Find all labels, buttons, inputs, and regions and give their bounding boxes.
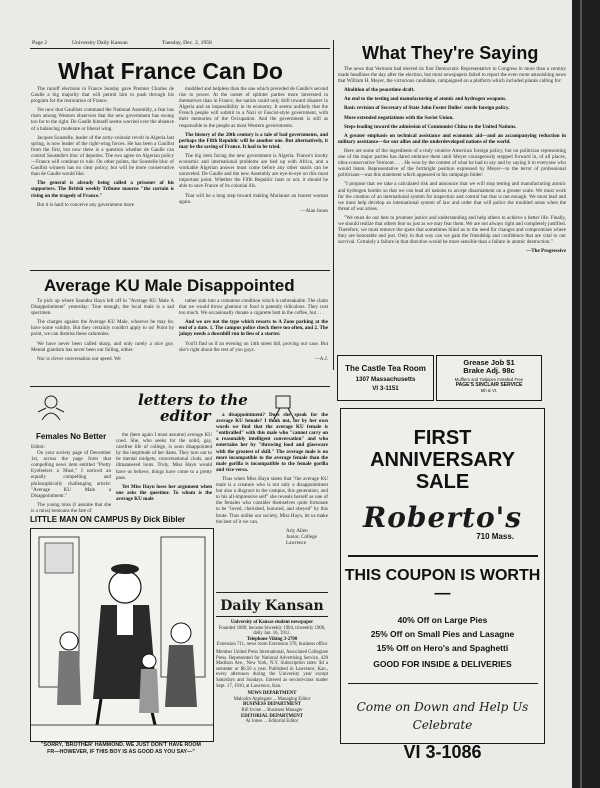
saying-p2: Abolition of the peacetime draft.	[344, 87, 415, 94]
ad-castle-tea-room	[337, 355, 434, 401]
cartoon-title: LITTLE MAN ON CAMPUS By Dick Bibler	[30, 515, 186, 524]
france-col-2	[179, 86, 328, 214]
letters-p5: a disappointment? Does she speak for the average KU female? I think not, for by her own words we find that the average KU female is "enthralled" with this male who "cannot carry on a reasonably intelligent conversation" and who entertains her by "throwing food and glassware with the greatest of skill." The average male is no more incompatible to the average female than the male gorilla is incompatible to the female gorilla and vice versa.	[216, 412, 328, 473]
france-p8: The big item facing the new government is Algeria. France's knotty economic and international problems are tied up with Africa, and a workable Algerian answer must come before any other snarls can be unraveled. De Gaulle and the new Assembly are eye-to-eye on this most important point. Whether the Fifth Republic lasts or not, it should be able to save France of its colonial ills.	[179, 152, 328, 190]
france-col-1	[31, 86, 174, 211]
page-edge	[572, 0, 600, 788]
good-for: GOOD FOR INSIDE & DELIVERIES	[373, 658, 512, 669]
saying-p8: Here are some of the ingredients of a truly creative American foreign policy, but no politician representing one of the major parties has dared embrace them until Meyer courageously stepped forward in, of all places, ultra-conservative Vermont. . . . He won by the contest of what he had to say and by saying it to everyone who would listen. Representative of the forthright position expressed by Meyer—to the terror of professional politicians—was this statement which appeared in his campaign folder:	[338, 147, 566, 179]
robertos-invite: Come on Down and Help Us Celebrate	[356, 700, 529, 732]
kumale-byline: —A.J.	[314, 355, 328, 362]
saying-p6: Steps leading toward the admission of Communist China to the United Nations.	[344, 123, 517, 130]
letters-p4: Yet Miss Hayn loses her argument when one asks the question: To whom is the average KU male	[116, 483, 212, 502]
ad-grease-job	[436, 355, 542, 401]
masthead-info: University of Kansas student newspaper Founded 1889; became biweekly 1904, triweekly 1908, daily Jan. 16, 1912. Telephone Viking 3-2700 Extension 711, news room Extension 376, business office Member United Press International, Associated Collegiate Press. Represented for National Advertising Service, 420 Madison Ave., New York, N.Y. Subscription rates: $4 a semester or $6.50 a year. Published in Lawrence, Kan., every afternoon during the University year except Saturdays and Sundays. Entered as second-class matter Sept. 17, 1910, at Lawrence, Kan. NEWS DEPARTMENT Malcolm Applegate ... Managing Editor BUSINESS DEPARTMENT Bill Irvine ... Business Manager EDITORIAL DEPARTMENT Al Jones ... Editorial Editor	[216, 620, 328, 725]
castle-address: 1307 Massachusetts	[355, 376, 416, 383]
france-p1: The runoff elections in France Sunday gave Premier Charles de Gaulle a big majority that will permit him to push through his program for the restoration of France.	[31, 86, 174, 105]
offer-1: 40% Off on Large Pies	[397, 614, 488, 625]
letter-writer-illustration	[36, 392, 66, 422]
kumale-col-1	[31, 298, 174, 365]
letter-title: Females No Better	[36, 432, 107, 441]
letters-p6: Thus when Miss Hayn states that "the average KU male is a creature who is not only a disappointment but also a disgrace to the campus, this generation, and to his all-impressive self" she reveals herself as one of the females who consider themselves quite fortunate to be "loved, cherished, honored, and obeyed" by this brute. Thus unlike our society, Miss Hayn, let us make the best of it we can.	[216, 475, 328, 525]
saying-p1: The news that Vermont had elected its first Democratic Representative to Congress in more than a century made headlines the day after the election, but most newspapers failed to report the even more astonishing news that William H. Meyer, the victorious candidate, campaigned on a platform which included planks calling for:	[338, 66, 566, 85]
grease-line1: Grease Job $1	[463, 358, 515, 367]
letters-p2: The young miss (I assume that she is a miss) bemoans the fate of	[31, 501, 111, 514]
headline-saying: What They're Saying	[362, 43, 539, 63]
grease-line4: PAGE'S SINCLAIR SERVICE	[455, 382, 523, 388]
letters-heading: letters to the editor	[138, 391, 248, 425]
grease-line5: 6th & Vt.	[480, 388, 498, 393]
cartoon-panel	[30, 528, 214, 742]
saying-p5: More extended negotiations with the Soviet Union.	[344, 114, 454, 121]
masthead-title: Daily Kansan	[220, 598, 324, 614]
castle-phone: VI 3-1151	[372, 385, 399, 392]
date-header: Tuesday, Dec. 2, 1958	[162, 40, 212, 46]
saying-p7: A greater emphasis on technical assistance and economic aid—and an accompanying reduction in military assistance—for our allies and the underdeveloped nations of the world.	[338, 132, 566, 145]
robertos-headline-1: FIRST ANNIVERSARY	[370, 427, 515, 471]
letters-p1: On your society page of December 1st, across the page from that compelling news item entitled "Pretty Eyefeelers a Must," I noticed an equally compelling and philosophically challenging article: "Average KU Male a Disappointment."	[31, 450, 111, 499]
france-p4: The general is already being called a prisoner of his supporters. The British weekly Tribune mourns "the curtain is rising on the tragedy of France."	[31, 180, 174, 199]
castle-name: The Castle Tea Room	[345, 364, 426, 373]
saying-body	[338, 66, 566, 254]
kumale-p5: rather sink into a comatose condition which is unbreakable. The claim that we would throw glamour or food is patently ridiculous. They cost too much. We occasionally donate a cigarette butt in the coffee, but . . .	[179, 298, 328, 317]
grease-line2: Brake Adj. 98c	[463, 366, 515, 375]
kumale-p1: To pick up where Saundra Hayn left off in "Average KU Male A Disappointment" yesterday: True enough, the local male is a sad specimen.	[31, 298, 174, 317]
kumale-p7: You'll find us if an evening on 14th street hill, proving our case. But she's right about the rest of you guys.	[179, 340, 328, 353]
paper-name-header: University Daily Kansan	[72, 40, 128, 46]
saying-p4: Basic revision of Secretary of State John Foster Dulles' sterile foreign policy.	[344, 105, 510, 112]
saying-p10: "We must do our best to promote justice and understanding and help others to achieve a better life. Finally, we should realize that others fear us just as we may fear them. We are not always right and completely justified. Therefore, we must remove the spots that sometimes blind us to the need for changes and compromises where they are honorable and just. Only in that way can we gain the friendship and confidence that are vital to our survival. Certainly a failure in that direction would be more sensible than a failure in atomic destruction."	[338, 214, 566, 246]
cartoon-illustration	[31, 529, 213, 741]
france-p3: Jacques Soustelle, leader of the army-colonist revolt in Algeria last spring, is now leader of the right-wing forces. He has been a Gaullist from the first, but now there is a question whether de Gaulle can control Soustelle's bloc of deputies. The two agree on Algerian policy—France will continue to rule. On other points, the Soustelle bloc of Gaullist winners has no clear policy, but will be more conservative than de Gaulle would like.	[31, 134, 174, 178]
grease-line3: Mufflers and Tailpipes Installed Free	[454, 377, 524, 382]
headline-france: What France Can Do	[58, 58, 283, 84]
page-number: Page 2	[32, 40, 48, 46]
france-byline: —Alan Jones	[300, 207, 328, 214]
saying-source: —The Progressive	[526, 248, 566, 255]
cartoon-caption: "SORRY, 'BROTHER' HAMMOND. WE JUST DON'T HAVE ROOM FR—HOWEVER, IF THIS BOY IS AS GOOD AS YOU SAY—"	[41, 742, 201, 755]
kumale-p4: Nor is clever conversation our speed. We	[37, 355, 121, 362]
letters-p3: the (here again I must assume) average KU coed. She, who seeks for the solid, gay, carefree life of college, is soon disappointed by the ineptitude of her dates. They turn out to be mental midgets, conversational clods, and illmannered louts. Truly, Miss Hayn would have us believe, things have come to a pretty pass.	[116, 432, 212, 481]
robertos-coupon: THIS COUPON IS WORTH—	[344, 566, 541, 602]
kumale-p3: We have never been called sharp, and only rarely a nice guy. Mental giantism has never been our failing, either.	[31, 340, 174, 353]
kumale-p2: The charges against the Average KU Male, whoever he may be, have some validity. But they certainly couldn't apply to us! Point by point, we can dismiss these calumnies.	[31, 319, 174, 338]
france-p7: The history of the 20th century is a tale of bad governments, and perhaps the Fifth Republic will be another one. But alternatively, it may be the saving of France. It had to be tried.	[179, 131, 328, 150]
letters-col-2	[116, 432, 212, 505]
letter-signature: Arly Allen Junior, College Lawrence	[286, 527, 317, 546]
saying-p3: An end to the testing and manufacturing of atomic and hydrogen weapons.	[344, 96, 507, 103]
saying-p9: "I propose that we take a calculated risk and announce that we will stop testing and manufacturing atomic and hydrogen bombs so that we can lead all nations to accept disarmament on a greater scale. We must work for the creation of an international system for inspection and control but that is not enough. We must lead and we must help develop an international system of law and order that will police the troubled areas when the threat of war arises.	[338, 181, 566, 212]
offer-2: 25% Off on Small Pies and Lasagne	[370, 628, 515, 639]
france-p5: But it is hard to conceive any government more	[37, 201, 135, 208]
kumale-p6: And we are not the type which resorts to A Zone parking at the end of a date. 1. The campus police check there too often, and 2. The jalopy needs a downhill run in lieu of a starter.	[179, 319, 328, 338]
offer-3: 15% Off on Hero's and Spaghetti	[376, 642, 509, 653]
robertos-phone: VI 3-1086	[403, 742, 482, 762]
kumale-col-2	[179, 298, 328, 362]
robertos-logo: Roberto's	[362, 501, 523, 534]
robertos-address: 710 Mass.	[476, 532, 514, 541]
robertos-offers	[341, 613, 544, 671]
letter-salutation: Editor:	[31, 444, 46, 450]
robertos-headline-2: SALE	[415, 471, 470, 493]
france-p6: muddled and helpless than the one which preceded de Gaulle's second rise to power. At the outset of splinter parties more interested in themselves than in France, the nation could only drift toward disaster in Algeria and an impossibility in its economy. It seems unlikely that the French people will submit to a Nazi or Fascist-style government, with their memories of the Occupation. And the government is still as responsible to the people as most Western governments.	[179, 86, 328, 129]
france-p2: Yet now that Gaullists command the National Assembly, a fear has risen among Western observers that the new government has swung too far to the right. De Gaulle himself seems worried over the absence of a balancing moderate or liberal wing.	[31, 107, 175, 132]
ad-robertos	[340, 408, 545, 762]
letters-col-1	[31, 444, 111, 517]
france-p9: That will be a long step toward making Marianne an honest woman again.	[179, 192, 328, 205]
letters-col-3	[216, 412, 328, 546]
headline-ku-male: Average KU Male Disappointed	[44, 276, 295, 295]
